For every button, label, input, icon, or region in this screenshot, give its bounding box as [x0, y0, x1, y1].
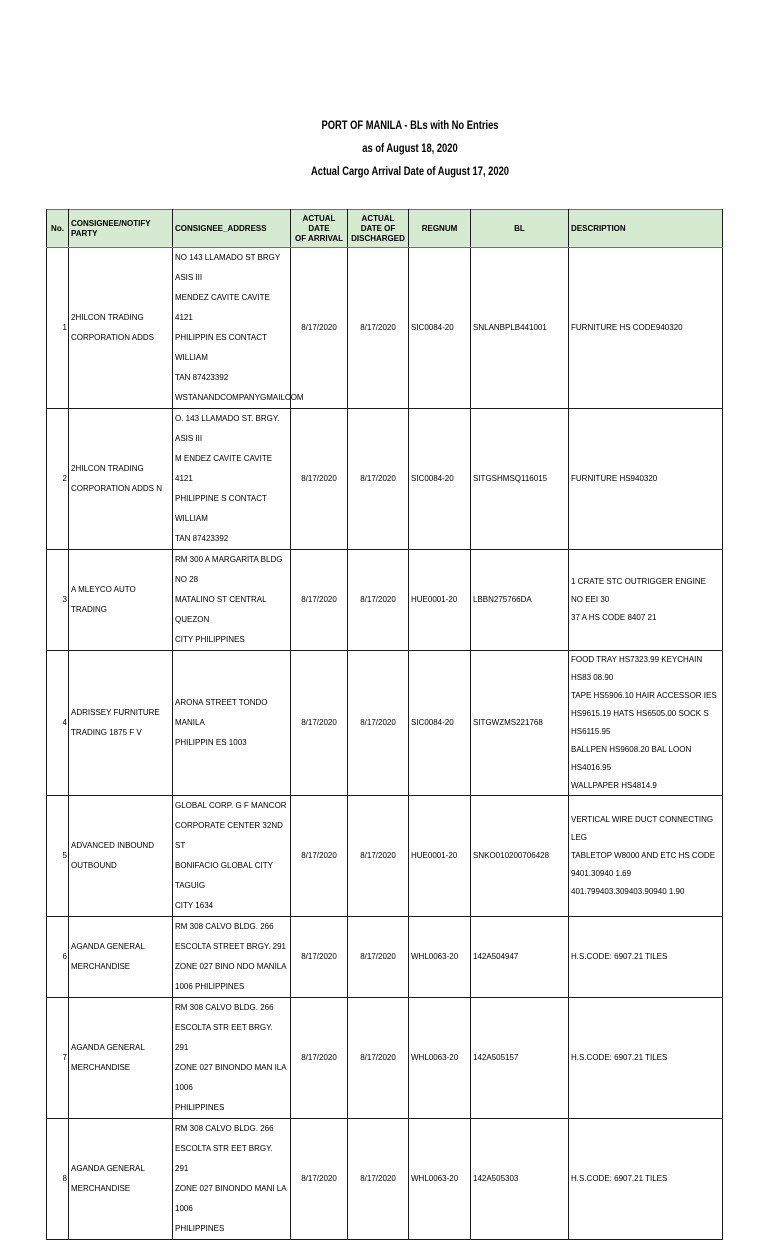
header-description: DESCRIPTION	[569, 210, 723, 248]
header-consignee-party: CONSIGNEE/NOTIFY PARTY	[69, 210, 173, 248]
description: VERTICAL WIRE DUCT CONNECTING LEG TABLETOP W8000 AND ETC HS CODE 9401.30940 1.69 401.799403.309403.90940 1.90	[569, 796, 723, 917]
description: FURNITURE HS940320	[569, 409, 723, 550]
bl-number: SNKO010200706428	[471, 796, 569, 917]
arrival-date: 8/17/2020	[291, 917, 348, 998]
discharged-date: 8/17/2020	[348, 409, 409, 550]
header-consignee-address: CONSIGNEE_ADDRESS	[173, 210, 291, 248]
table-row	[47, 796, 723, 917]
regnum: WHL0063-20	[409, 1119, 471, 1240]
consignee-party: ADVANCED INBOUND OUTBOUND	[69, 796, 173, 917]
header-regnum: REGNUM	[409, 210, 471, 248]
table-row	[47, 1119, 723, 1240]
bl-number: 142A504947	[471, 917, 569, 998]
discharged-date: 8/17/2020	[348, 917, 409, 998]
row-number: 8	[47, 1119, 69, 1240]
regnum: WHL0063-20	[409, 998, 471, 1119]
description: FURNITURE HS CODE940320	[569, 248, 723, 409]
consignee-address: NO 143 LLAMADO ST BRGY ASIS III MENDEZ CAVITE CAVITE 4121 PHILIPPIN ES CONTACT WILLIAM TAN 87423392 WSTANANDCOMPANYGMAILCOM	[173, 248, 291, 409]
consignee-address: RM 308 CALVO BLDG. 266 ESCOLTA STR EET BRGY. 291 ZONE 027 BINONDO MAN ILA 1006 PHILIPPINES	[173, 998, 291, 1119]
header-no: No.	[47, 210, 69, 248]
row-number: 4	[47, 651, 69, 796]
table-row	[47, 651, 723, 796]
arrival-date: 8/17/2020	[291, 409, 348, 550]
discharged-date: 8/17/2020	[348, 1119, 409, 1240]
header-arrival-date: ACTUAL DATE OF ARRIVAL	[291, 210, 348, 248]
regnum: HUE0001-20	[409, 550, 471, 651]
bl-number: SNLANBPLB441001	[471, 248, 569, 409]
table-row	[47, 998, 723, 1119]
row-number: 1	[47, 248, 69, 409]
header-discharged-date: ACTUAL DATE OF DISCHARGED	[348, 210, 409, 248]
table-header-row	[47, 210, 723, 248]
row-number: 2	[47, 409, 69, 550]
consignee-party: AGANDA GENERAL MERCHANDISE	[69, 1119, 173, 1240]
discharged-date: 8/17/2020	[348, 998, 409, 1119]
consignee-party: AGANDA GENERAL MERCHANDISE	[69, 917, 173, 998]
bl-number: 142A505157	[471, 998, 569, 1119]
consignee-address: ARONA STREET TONDO MANILA PHILIPPIN ES 1003	[173, 651, 291, 796]
description: 1 CRATE STC OUTRIGGER ENGINE NO EEI 30 37 A HS CODE 8407 21	[569, 550, 723, 651]
table-row	[47, 917, 723, 998]
consignee-address: O. 143 LLAMADO ST. BRGY. ASIS III M ENDEZ CAVITE CAVITE 4121 PHILIPPINE S CONTACT WILLIAM TAN 87423392	[173, 409, 291, 550]
row-number: 3	[47, 550, 69, 651]
consignee-party: 2HILCON TRADING CORPORATION ADDS N	[69, 409, 173, 550]
table-row	[47, 248, 723, 409]
arrival-date: 8/17/2020	[291, 651, 348, 796]
discharged-date: 8/17/2020	[348, 796, 409, 917]
description: H.S.CODE: 6907.21 TILES	[569, 1119, 723, 1240]
description: FOOD TRAY HS7323.99 KEYCHAIN HS83 08.90 TAPE HS5906.10 HAIR ACCESSOR IES HS9615.19 HATS HS6505.00 SOCK S HS6115.95 BALLPEN HS9608.20 BAL LOON HS4016.95 WALLPAPER HS4814.9	[569, 651, 723, 796]
bl-table	[46, 209, 723, 1240]
header-bl: BL	[471, 210, 569, 248]
arrival-date: 8/17/2020	[291, 550, 348, 651]
table-row	[47, 409, 723, 550]
consignee-party: 2HILCON TRADING CORPORATION ADDS	[69, 248, 173, 409]
arrival-date: 8/17/2020	[291, 248, 348, 409]
consignee-party: AGANDA GENERAL MERCHANDISE	[69, 998, 173, 1119]
report-title	[90, 114, 730, 183]
row-number: 7	[47, 998, 69, 1119]
regnum: HUE0001-20	[409, 796, 471, 917]
description: H.S.CODE: 6907.21 TILES	[569, 917, 723, 998]
discharged-date: 8/17/2020	[348, 651, 409, 796]
bl-number: 142A505303	[471, 1119, 569, 1240]
table-row	[47, 550, 723, 651]
regnum: WHL0063-20	[409, 917, 471, 998]
arrival-date: 8/17/2020	[291, 998, 348, 1119]
arrival-date: 8/17/2020	[291, 796, 348, 917]
bl-number: LBBN275766DA	[471, 550, 569, 651]
regnum: SIC0084-20	[409, 409, 471, 550]
row-number: 6	[47, 917, 69, 998]
consignee-party: A MLEYCO AUTO TRADING	[69, 550, 173, 651]
arrival-date: 8/17/2020	[291, 1119, 348, 1240]
title-line-2: as of August 18, 2020	[362, 141, 458, 155]
title-line-1: PORT OF MANILA - BLs with No Entries	[321, 118, 499, 132]
consignee-address: RM 308 CALVO BLDG. 266 ESCOLTA STREET BRGY. 291 ZONE 027 BINO NDO MANILA 1006 PHILIPPINES	[173, 917, 291, 998]
regnum: SIC0084-20	[409, 651, 471, 796]
discharged-date: 8/17/2020	[348, 248, 409, 409]
discharged-date: 8/17/2020	[348, 550, 409, 651]
regnum: SIC0084-20	[409, 248, 471, 409]
bl-number: SITGWZMS221768	[471, 651, 569, 796]
bl-number: SITGSHMSQ116015	[471, 409, 569, 550]
title-line-3: Actual Cargo Arrival Date of August 17, 2020	[310, 164, 509, 178]
consignee-party: ADRISSEY FURNITURE TRADING 1875 F V	[69, 651, 173, 796]
row-number: 5	[47, 796, 69, 917]
consignee-address: RM 300 A MARGARITA BLDG NO 28 MATALINO ST CENTRAL QUEZON CITY PHILIPPINES	[173, 550, 291, 651]
consignee-address: GLOBAL CORP. G F MANCOR CORPORATE CENTER 32ND ST BONIFACIO GLOBAL CITY TAGUIG CITY 1634	[173, 796, 291, 917]
description: H.S.CODE: 6907.21 TILES	[569, 998, 723, 1119]
consignee-address: RM 308 CALVO BLDG. 266 ESCOLTA STR EET BRGY. 291 ZONE 027 BINONDO MANI LA 1006 PHILIPPINES	[173, 1119, 291, 1240]
